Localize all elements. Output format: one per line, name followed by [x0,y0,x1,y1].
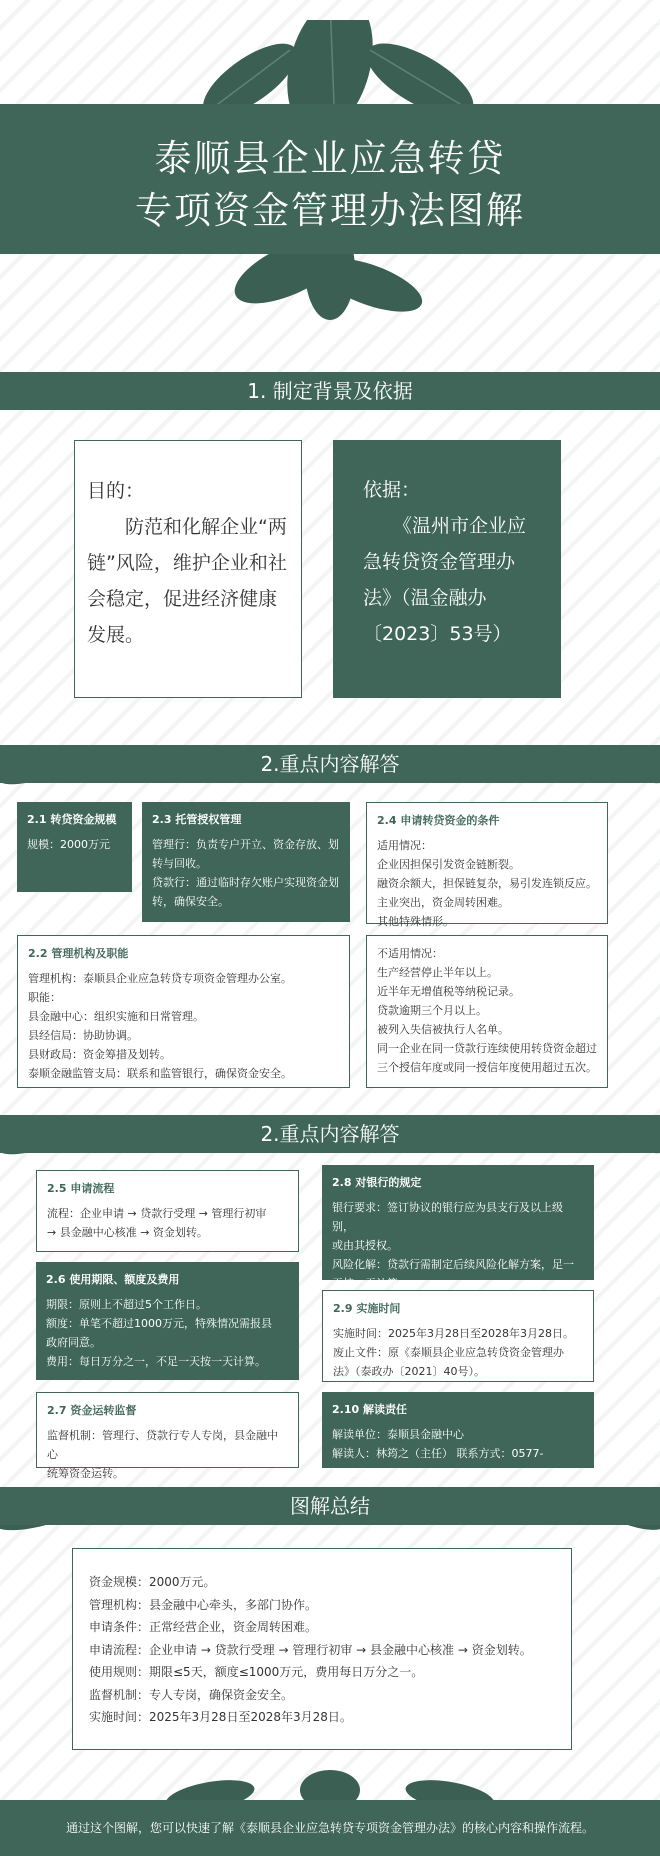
card-na-line: 近半年无增值税等纳税记录。 [377,985,520,998]
card-bank-rules-line: 天按一天计算。 [332,1277,409,1290]
card-conditions [366,802,608,928]
card-limits-line: 额度：单笔不超过1000万元，特殊情况需报县 [46,1317,272,1330]
card-org [17,935,350,1088]
section2-title: 2.重点内容解答 [260,752,400,776]
card-na-line: 不适用情况： [377,947,443,960]
footer-text: 通过这个图解，您可以快速了解《泰顺县企业应急转贷专项资金管理办法》的核心内容和操作流程。 [0,1800,660,1856]
card-not-applicable [366,935,608,1088]
card-interpret [322,1392,594,1479]
card-implement-heading: 2.9 实施时间 [333,1302,401,1315]
card-supervision-line: 统筹资金运转。 [47,1467,124,1480]
card-limits-line: 费用：每日万分之一，不足一天按一天计算。 [46,1355,266,1368]
card-implement-line: 废止文件：原《泰顺县企业应急转贷资金管理办 [333,1346,564,1359]
card-interpret-line: 解读人：林筠之（主任） 联系方式：0577-59290182 [332,1447,544,1479]
card-supervision-line: 监督机制：管理行、贷款行专人专岗，县金融中心 [47,1429,278,1461]
basis-text: 《温州市企业应急转贷资金管理办法》（温金融办〔2023〕53号） [363,515,527,645]
card-scale [17,802,132,892]
card-conditions-line: 主业突出，资金周转困难。 [377,896,509,909]
card-org-line: 县金融中心：组织实施和日常管理。 [28,1010,204,1023]
card-process-heading: 2.5 申请流程 [47,1182,115,1195]
card-conditions-line: 适用情况： [377,839,432,852]
card-supervision-heading: 2.7 资金运转监督 [47,1404,137,1417]
card-bank-rules [322,1165,594,1290]
card-org-line: 县财政局：资金筹措及划转。 [28,1048,171,1061]
card-bank-rules-heading: 2.8 对银行的规定 [332,1176,422,1189]
card-na-line: 贷款逾期三个月以上。 [377,1004,487,1017]
card-limits-heading: 2.6 使用期限、额度及费用 [46,1273,180,1286]
card-implement-line: 法》（泰政办〔2021〕40号）。 [333,1365,485,1378]
summary-line: 申请条件：正常经营企业，资金周转困难。 [89,1620,318,1634]
summary-title: 图解总结 [290,1494,370,1518]
summary-line: 实施时间：2025年3月28日至2028年3月28日。 [89,1710,352,1724]
basis-label: 依据： [363,479,421,501]
card-custody-heading: 2.3 托管授权管理 [152,813,242,826]
card-interpret-line: 解读单位：泰顺县金融中心 [332,1428,464,1441]
card-interpret-heading: 2.10 解读责任 [332,1403,407,1416]
card-conditions-heading: 2.4 申请转贷资金的条件 [377,814,500,827]
card-custody [142,802,350,922]
purpose-label: 目的： [87,480,145,502]
card-scale-line: 规模：2000万元 [27,838,110,851]
card-org-line: 泰顺金融监管支局：联系和监管银行，确保资金安全。 [28,1067,292,1080]
card-bank-rules-line: 或由其授权。 [332,1239,398,1252]
summary-line: 管理机构：县金融中心牵头，多部门协作。 [89,1597,318,1612]
card-custody-line: 管理行：负责专户开立、资金存放、划转与回收。 [152,838,339,870]
section3-title: 2.重点内容解答 [260,1122,400,1146]
summary-line: 监督机制：专人专岗，确保资金安全。 [89,1687,294,1702]
card-bank-rules-line: 风险化解：贷款行需制定后续风险化解方案，足一 [332,1258,574,1271]
summary-line: 申请流程：企业申请 → 贷款行受理 → 管理行初审 → 县金融中心核准 → 资金划转。 [89,1642,532,1657]
card-na-line: 同一企业在同一贷款行连续使用转贷资金超过 [377,1042,597,1055]
card-bank-rules-line: 银行要求：签订协议的银行应为县支行及以上级别， [332,1201,563,1233]
page-title-line1: 泰顺县企业应急转贷 [154,137,506,180]
card-process [36,1170,299,1252]
basis-card [333,440,561,698]
card-limits [36,1262,299,1380]
card-scale-heading: 2.1 转贷资金规模 [27,813,117,826]
summary-line: 资金规模：2000万元。 [89,1575,216,1589]
card-org-line: 职能： [28,991,61,1004]
card-implement [322,1290,594,1382]
card-process-line: → 县金融中心核准 → 资金划转。 [47,1226,208,1239]
card-org-heading: 2.2 管理机构及职能 [28,947,129,960]
summary-line: 使用规则：期限≤5天，额度≤1000万元，费用每日万分之一。 [89,1665,424,1679]
card-org-line: 管理机构：泰顺县企业应急转贷专项资金管理办公室。 [28,972,292,985]
section1-title: 1. 制定背景及依据 [247,379,413,403]
purpose-text: 防范和化解企业“两链”风险，维护企业和社会稳定，促进经济健康发展。 [87,516,287,646]
card-conditions-line: 企业因担保引发资金链断裂。 [377,858,520,871]
card-implement-line: 实施时间：2025年3月28日至2028年3月28日。 [333,1327,574,1340]
page-title-line2: 专项资金管理办法图解 [135,189,525,232]
card-supervision [36,1392,299,1480]
card-limits-line: 期限：原则上不超过5个工作日。 [46,1298,207,1311]
card-process-line: 流程：企业申请 → 贷款行受理 → 管理行初审 [47,1207,267,1220]
card-na-line: 三个授信年度或同一授信年度使用超过五次。 [377,1061,597,1074]
card-custody-line: 贷款行：通过临时存欠账户实现资金划转，确保安全。 [152,876,339,908]
card-limits-line: 政府同意。 [46,1336,101,1349]
card-na-line: 被列入失信被执行人名单。 [377,1023,509,1036]
card-conditions-line: 融资余额大，担保链复杂，易引发连锁反应。 [377,877,597,890]
card-org-line: 县经信局：协助协调。 [28,1029,138,1042]
purpose-card [74,440,302,698]
card-na-line: 生产经营停止半年以上。 [377,966,498,979]
summary-card [72,1548,572,1750]
card-conditions-line: 其他特殊情形。 [377,915,454,928]
